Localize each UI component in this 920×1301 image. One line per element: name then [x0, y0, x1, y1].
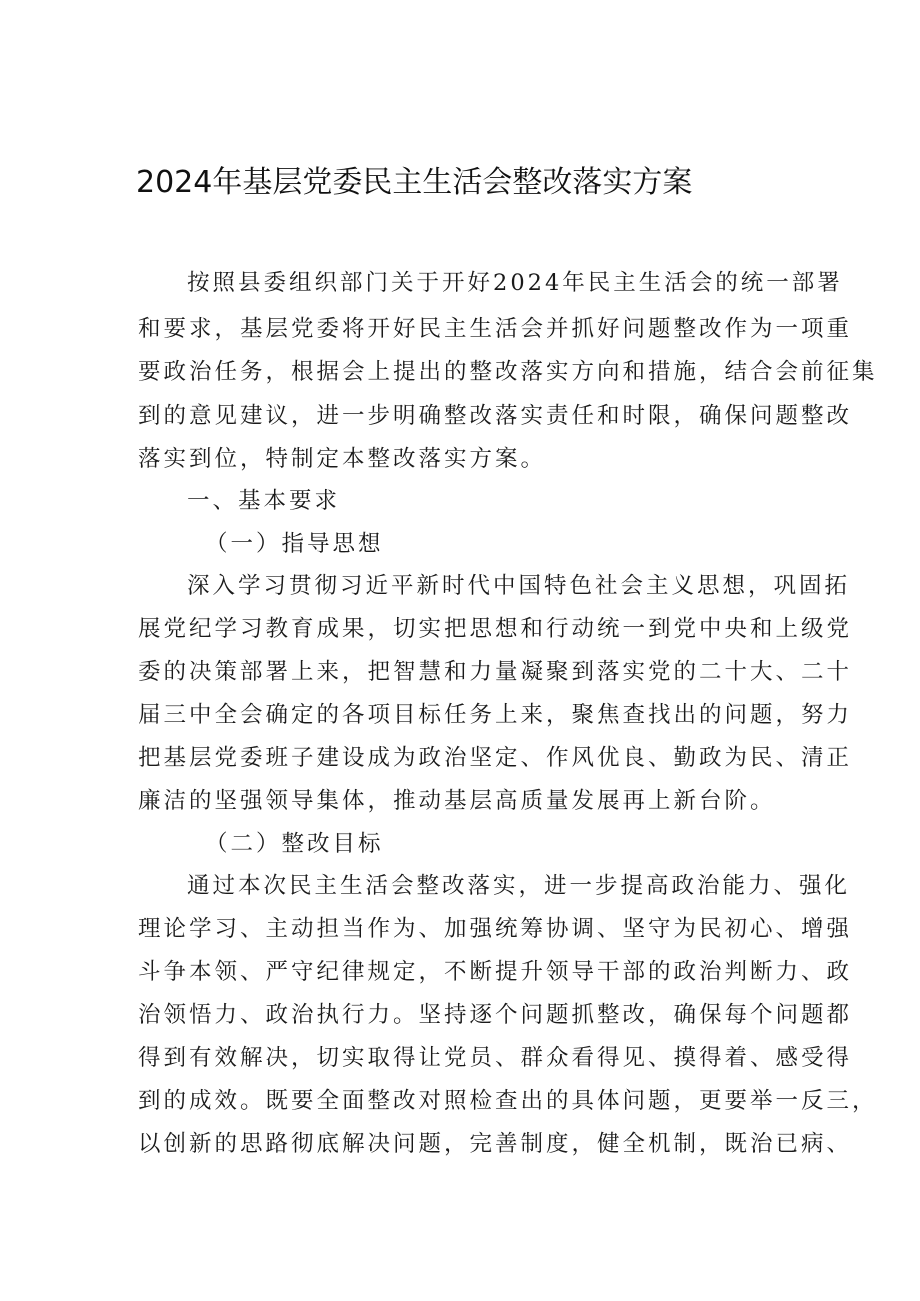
- paragraph-line: 落实到位，特制定本整改落实方案。: [138, 446, 547, 472]
- paragraph-line: 委的决策部署上来，把智慧和力量凝聚到落实党的二十大、二十: [138, 659, 853, 685]
- paragraph-line: 要政治任务，根据会上提出的整改落实方向和措施，结合会前征集: [138, 359, 878, 385]
- paragraph-line: 深入学习贯彻习近平新时代中国特色社会主义思想，巩固拓: [187, 573, 851, 599]
- paragraph-line: 通过本次民主生活会整改落实，进一步提高政治能力、强化: [187, 873, 851, 899]
- paragraph-line: 以创新的思路彻底解决问题，完善制度，健全机制，既治已病、: [138, 1131, 853, 1157]
- paragraph-line: 届三中全会确定的各项目标任务上来，聚焦查找出的问题，努力: [138, 702, 853, 728]
- subsection-heading: （一）指导思想: [205, 531, 384, 557]
- paragraph-line: 和要求，基层党委将开好民主生活会并抓好问题整改作为一项重: [138, 316, 853, 342]
- paragraph-line: 理论学习、主动担当作为、加强统筹协调、坚守为民初心、增强: [138, 916, 853, 942]
- paragraph-line: 到的意见建议，进一步明确整改落实责任和时限，确保问题整改: [138, 403, 853, 429]
- paragraph-line: 得到有效解决，切实取得让党员、群众看得见、摸得着、感受得: [138, 1045, 853, 1071]
- subsection-heading: （二）整改目标: [205, 831, 384, 857]
- paragraph-line: 把基层党委班子建设成为政治坚定、作风优良、勤政为民、清正: [138, 745, 853, 771]
- paragraph-line: 廉洁的坚强领导集体，推动基层高质量发展再上新台阶。: [138, 788, 776, 814]
- paragraph-line: 治领悟力、政治执行力。坚持逐个问题抓整改，确保每个问题都: [138, 1002, 853, 1028]
- paragraph-line: 展党纪学习教育成果，切实把思想和行动统一到党中央和上级党: [138, 616, 853, 642]
- paragraph-line: 按照县委组织部门关于开好2024年民主生活会的统一部署: [187, 270, 843, 296]
- paragraph-line: 斗争本领、严守纪律规定，不断提升领导干部的政治判断力、政: [138, 959, 853, 985]
- document-title: 2024年基层党委民主生活会整改落实方案: [136, 165, 693, 200]
- section-heading: 一、基本要求: [187, 488, 341, 514]
- paragraph-line: 到的成效。既要全面整改对照检查出的具体问题，更要举一反三，: [138, 1088, 878, 1114]
